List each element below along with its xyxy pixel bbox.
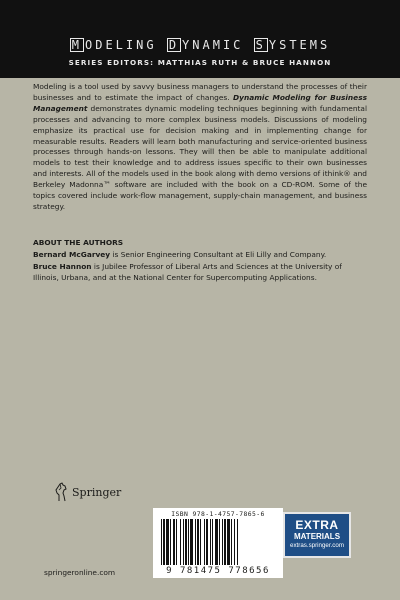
barcode-bar (163, 519, 165, 565)
barcode-bar (188, 519, 189, 565)
author-name: Bernard McGarvey (33, 250, 111, 259)
badge-url: extras.springer.com (290, 542, 344, 549)
book-title: Dynamic Modeling for Business Management (33, 92, 367, 113)
isbn-barcode (153, 508, 283, 578)
extra-materials-badge (283, 512, 351, 558)
barcode-bar (197, 519, 199, 565)
barcode-bar (237, 519, 238, 565)
description-intro: Modeling is a tool used by savvy business managers to understand the processes of their businesses and to estimate the impact of changes. (33, 82, 367, 102)
barcode-bar (185, 519, 187, 565)
barcode-bar (231, 519, 232, 565)
series-title (0, 38, 400, 52)
barcode-bar (183, 519, 184, 565)
barcode-bar (227, 519, 230, 565)
barcode-bars (159, 519, 277, 565)
author-name: Bruce Hannon (33, 262, 92, 271)
barcode-bar (200, 519, 201, 565)
springer-horse-icon (54, 482, 68, 502)
barcode-bar (206, 519, 208, 565)
author-bio: is Senior Engineering Consultant at Eli Lilly and Company. (110, 250, 327, 259)
series-initial-box: D (168, 38, 180, 52)
series-header-band (0, 0, 400, 78)
barcode-bar (212, 519, 213, 565)
isbn-number: ISBN 978-1-4757-7865-6 (171, 510, 265, 518)
barcode-bar (176, 519, 177, 565)
description-body: demonstrates dynamic modeling techniques beginning with fundamental processes and advancing to more complex business models. Discussions of modeling emphasize its practical use for decision making and in implementing change for measurable results. Readers will learn both manufacturing and service-oriented business processes through hands-on lessons. They will then be able to manipulate additional models to test their knowledge and to address issues specific to their own businesses and interests. All of the models used in the book along with demo versions of ithink® and Berkeley Madonna™ software are included with the book on a CD-ROM. Some of the topics covered include work-flow management, supply-chain management, and business strategy. (33, 103, 367, 211)
barcode-bar (204, 519, 205, 565)
publisher-url: springeronline.com (44, 568, 116, 577)
barcode-bar (190, 519, 193, 565)
barcode-bar (173, 519, 175, 565)
series-editors: SERIES EDITORS: MATTHIAS RUTH & BRUCE HANNON (68, 58, 332, 67)
barcode-digits: 9 781475 778656 (166, 566, 270, 576)
barcode-bar (234, 519, 235, 565)
series-initial-box: S (255, 38, 266, 52)
barcode-bar (215, 519, 218, 565)
series-word-2: D YNAMIC (168, 38, 244, 52)
barcode-bar (161, 519, 162, 565)
barcode-bar (219, 519, 220, 565)
barcode-bar (210, 519, 211, 565)
barcode-bar (166, 519, 169, 565)
barcode-bar (224, 519, 226, 565)
series-word-3: S YSTEMS (255, 38, 331, 52)
barcode-bar (170, 519, 171, 565)
badge-line-2: MATERIALS (293, 532, 341, 541)
barcode-bar (195, 519, 196, 565)
barcode-bar (222, 519, 223, 565)
author-entry (33, 262, 367, 284)
series-initial-box: M (71, 38, 82, 52)
series-word-1: M ODELING (71, 38, 157, 52)
badge-line-1: EXTRA (295, 518, 339, 532)
barcode-bar (180, 519, 181, 565)
publisher-name: Springer (72, 485, 122, 499)
book-description (33, 82, 367, 213)
author-entry (33, 250, 367, 261)
author-bio: is Jubilee Professor of Liberal Arts and Sciences at the University of Illinois, Urbana, and at the National Center for Supercomputing Applications. (33, 262, 342, 282)
publisher-logo (54, 482, 121, 502)
authors-heading: ABOUT THE AUTHORS (33, 238, 124, 247)
